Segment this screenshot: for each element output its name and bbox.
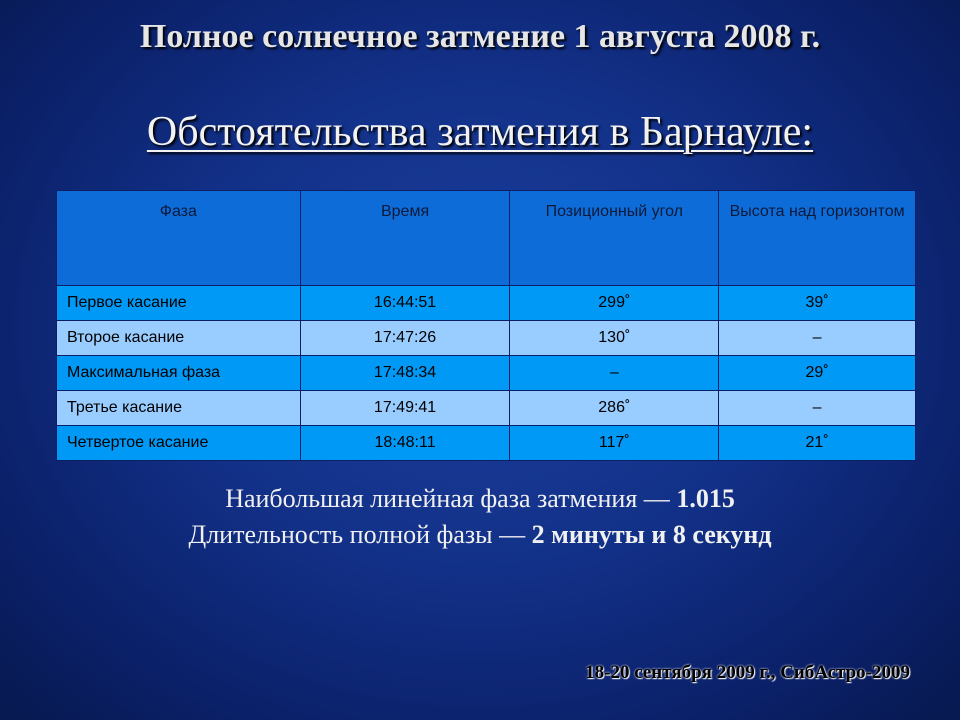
table-row: [57, 286, 916, 321]
max-phase-label: Наибольшая линейная фаза затмения —: [225, 484, 677, 513]
cell-phase: Четвертое касание: [57, 426, 301, 461]
cell-phase: Третье касание: [57, 391, 301, 426]
table-row: [57, 356, 916, 391]
max-phase-line: [0, 481, 960, 517]
header-position-angle: Позиционный угол: [510, 191, 719, 286]
header-time: Время: [300, 191, 510, 286]
cell-angle: –: [510, 356, 719, 391]
cell-height: 39˚: [719, 286, 916, 321]
eclipse-circumstances-table: [56, 190, 916, 461]
cell-height: –: [719, 391, 916, 426]
conference-footer: 18-20 сентября 2009 г., СибАстро-2009: [585, 662, 910, 683]
cell-angle: 117˚: [510, 426, 719, 461]
cell-phase: Максимальная фаза: [57, 356, 301, 391]
totality-duration-label: Длительность полной фазы —: [188, 520, 532, 549]
cell-phase: Первое касание: [57, 286, 301, 321]
slide-subtitle: Обстоятельства затмения в Барнауле:: [146, 109, 814, 155]
cell-time: 17:47:26: [300, 321, 510, 356]
table-row: [57, 391, 916, 426]
table-row: [57, 321, 916, 356]
cell-angle: 130˚: [510, 321, 719, 356]
cell-angle: 299˚: [510, 286, 719, 321]
totality-duration-value: 2 минуты и 8 секунд: [531, 520, 772, 549]
totality-duration-line: [0, 517, 960, 553]
cell-time: 17:48:34: [300, 356, 510, 391]
cell-time: 18:48:11: [300, 426, 510, 461]
cell-phase: Второе касание: [57, 321, 301, 356]
cell-height: –: [719, 321, 916, 356]
header-phase: Фаза: [57, 191, 301, 286]
table-header-row: [57, 191, 916, 286]
cell-height: 29˚: [719, 356, 916, 391]
cell-height: 21˚: [719, 426, 916, 461]
cell-angle: 286˚: [510, 391, 719, 426]
header-altitude: Высота над горизонтом: [719, 191, 916, 286]
slide-title: Полное солнечное затмение 1 августа 2008 г.: [139, 18, 821, 55]
cell-time: 16:44:51: [300, 286, 510, 321]
max-phase-value: 1.015: [676, 484, 735, 513]
eclipse-facts: [0, 481, 960, 553]
cell-time: 17:49:41: [300, 391, 510, 426]
table-row: [57, 426, 916, 461]
